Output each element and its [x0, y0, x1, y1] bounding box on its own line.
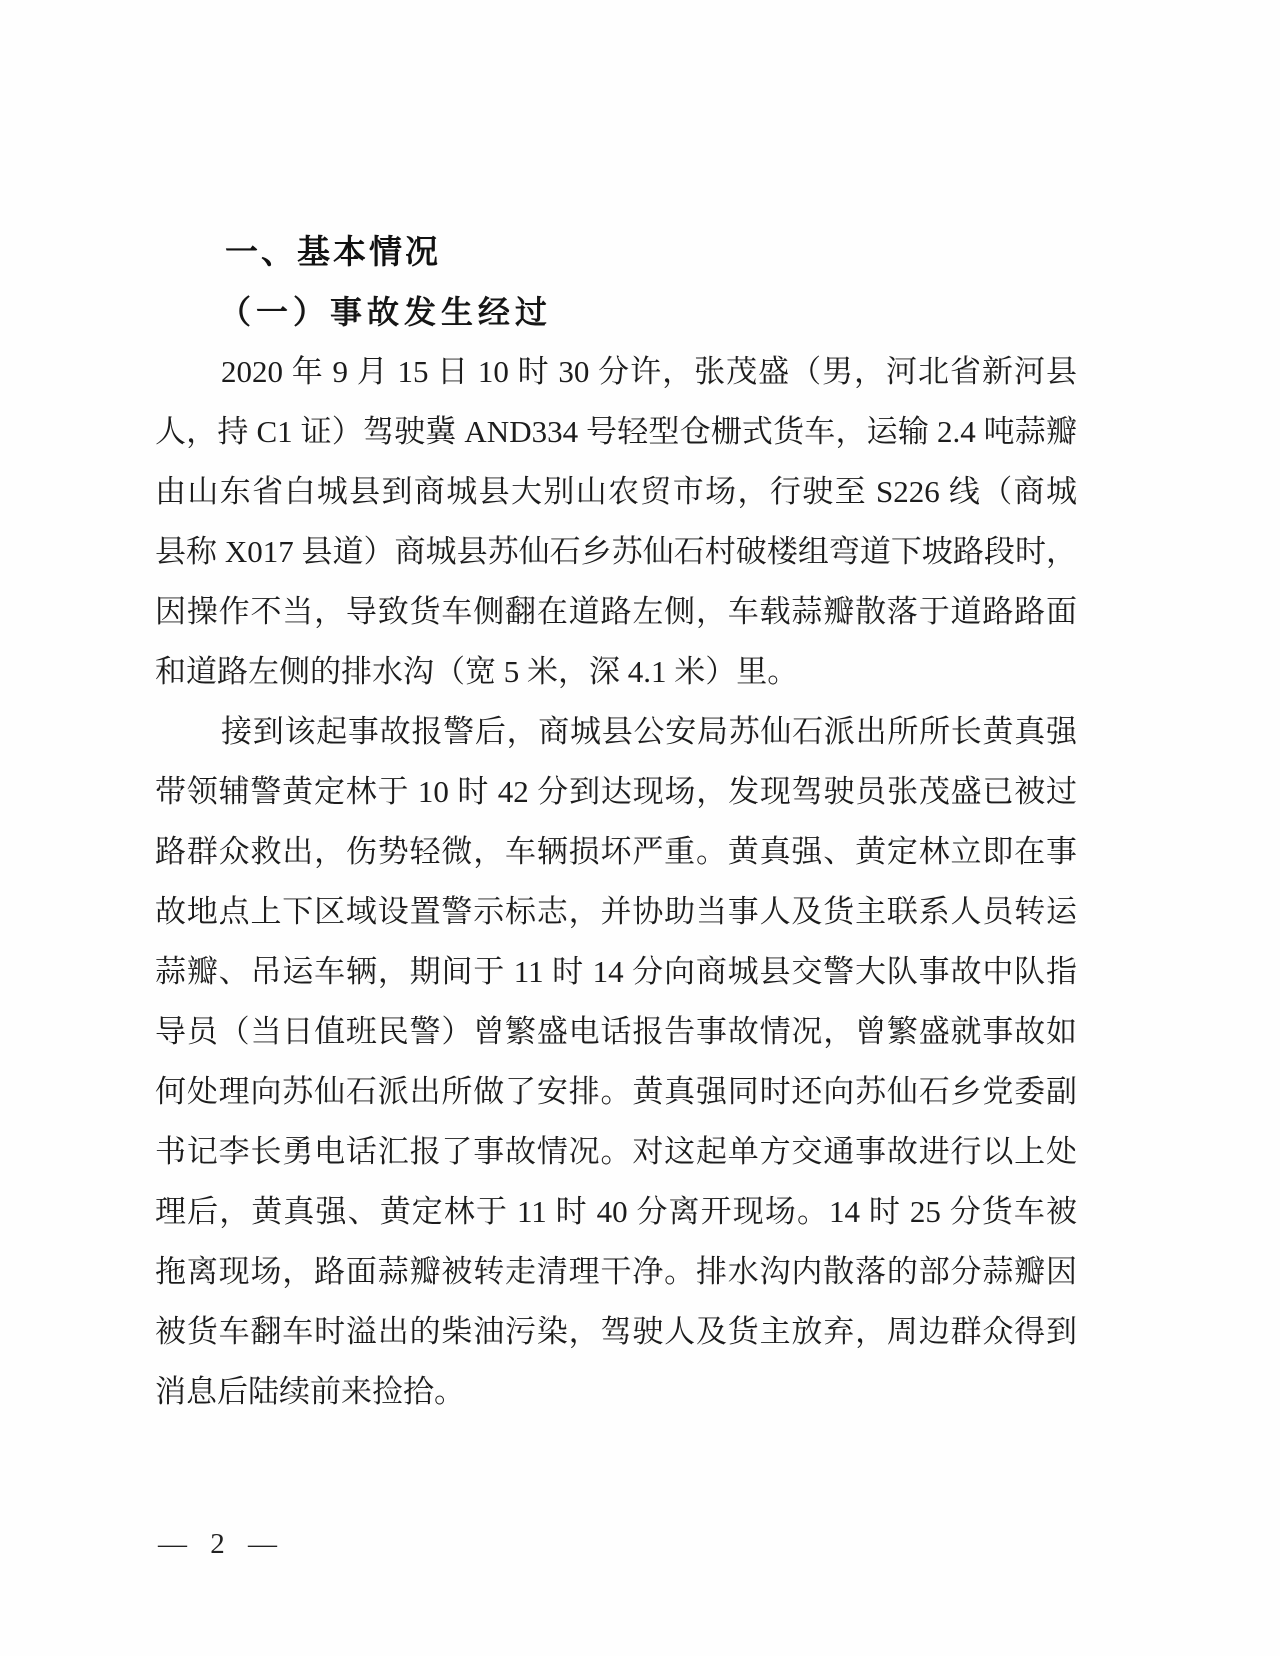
paragraph-line: 何处理向苏仙石派出所做了安排。黄真强同时还向苏仙石乡党委副 — [155, 1074, 1077, 1109]
paragraph-line: 蒜瓣、吊运车辆，期间于 11 时 14 分向商城县交警大队事故中队指 — [155, 954, 1077, 989]
paragraph-line: 接到该起事故报警后，商城县公安局苏仙石派出所所长黄真强 — [221, 714, 1077, 749]
paragraph-line: 县称 X017 县道）商城县苏仙石乡苏仙石村破楼组弯道下坡路段时， — [155, 534, 1077, 569]
paragraph-line: 被货车翻车时溢出的柴油污染，驾驶人及货主放弃，周边群众得到 — [155, 1314, 1077, 1349]
paragraph-response-actions — [155, 702, 1077, 1422]
paragraph-line: 由山东省白城县到商城县大别山农贸市场，行驶至 S226 线（商城 — [155, 474, 1077, 509]
paragraph-line: 书记李长勇电话汇报了事故情况。对这起单方交通事故进行以上处 — [155, 1134, 1077, 1169]
paragraph-line: 消息后陆续前来捡拾。 — [155, 1374, 465, 1409]
page-number: — 2 — — [158, 1528, 285, 1560]
paragraph-line: 带领辅警黄定林于 10 时 42 分到达现场，发现驾驶员张茂盛已被过 — [155, 774, 1077, 809]
document-body — [155, 222, 1077, 1422]
paragraph-line: 2020 年 9 月 15 日 10 时 30 分许，张茂盛（男，河北省新河县 — [221, 354, 1077, 389]
paragraph-line: 和道路左侧的排水沟（宽 5 米，深 4.1 米）里。 — [155, 654, 799, 689]
paragraph-line: 因操作不当，导致货车侧翻在道路左侧，车载蒜瓣散落于道路路面 — [155, 594, 1077, 629]
paragraph-line: 导员（当日值班民警）曾繁盛电话报告事故情况，曾繁盛就事故如 — [155, 1014, 1077, 1049]
paragraph-line: 路群众救出，伤势轻微，车辆损坏严重。黄真强、黄定林立即在事 — [155, 834, 1077, 869]
paragraph-line: 拖离现场，路面蒜瓣被转走清理干净。排水沟内散落的部分蒜瓣因 — [155, 1254, 1077, 1289]
paragraph-line: 理后，黄真强、黄定林于 11 时 40 分离开现场。14 时 25 分货车被 — [155, 1194, 1077, 1229]
section-heading: 一、基本情况 — [225, 233, 441, 270]
paragraph-line: 人，持 C1 证）驾驶冀 AND334 号轻型仓栅式货车，运输 2.4 吨蒜瓣 — [155, 414, 1077, 449]
subsection-heading: （一）事故发生经过 — [219, 294, 553, 330]
paragraph-accident-overview — [155, 342, 1077, 702]
paragraph-line: 故地点上下区域设置警示标志，并协助当事人及货主联系人员转运 — [155, 894, 1077, 929]
